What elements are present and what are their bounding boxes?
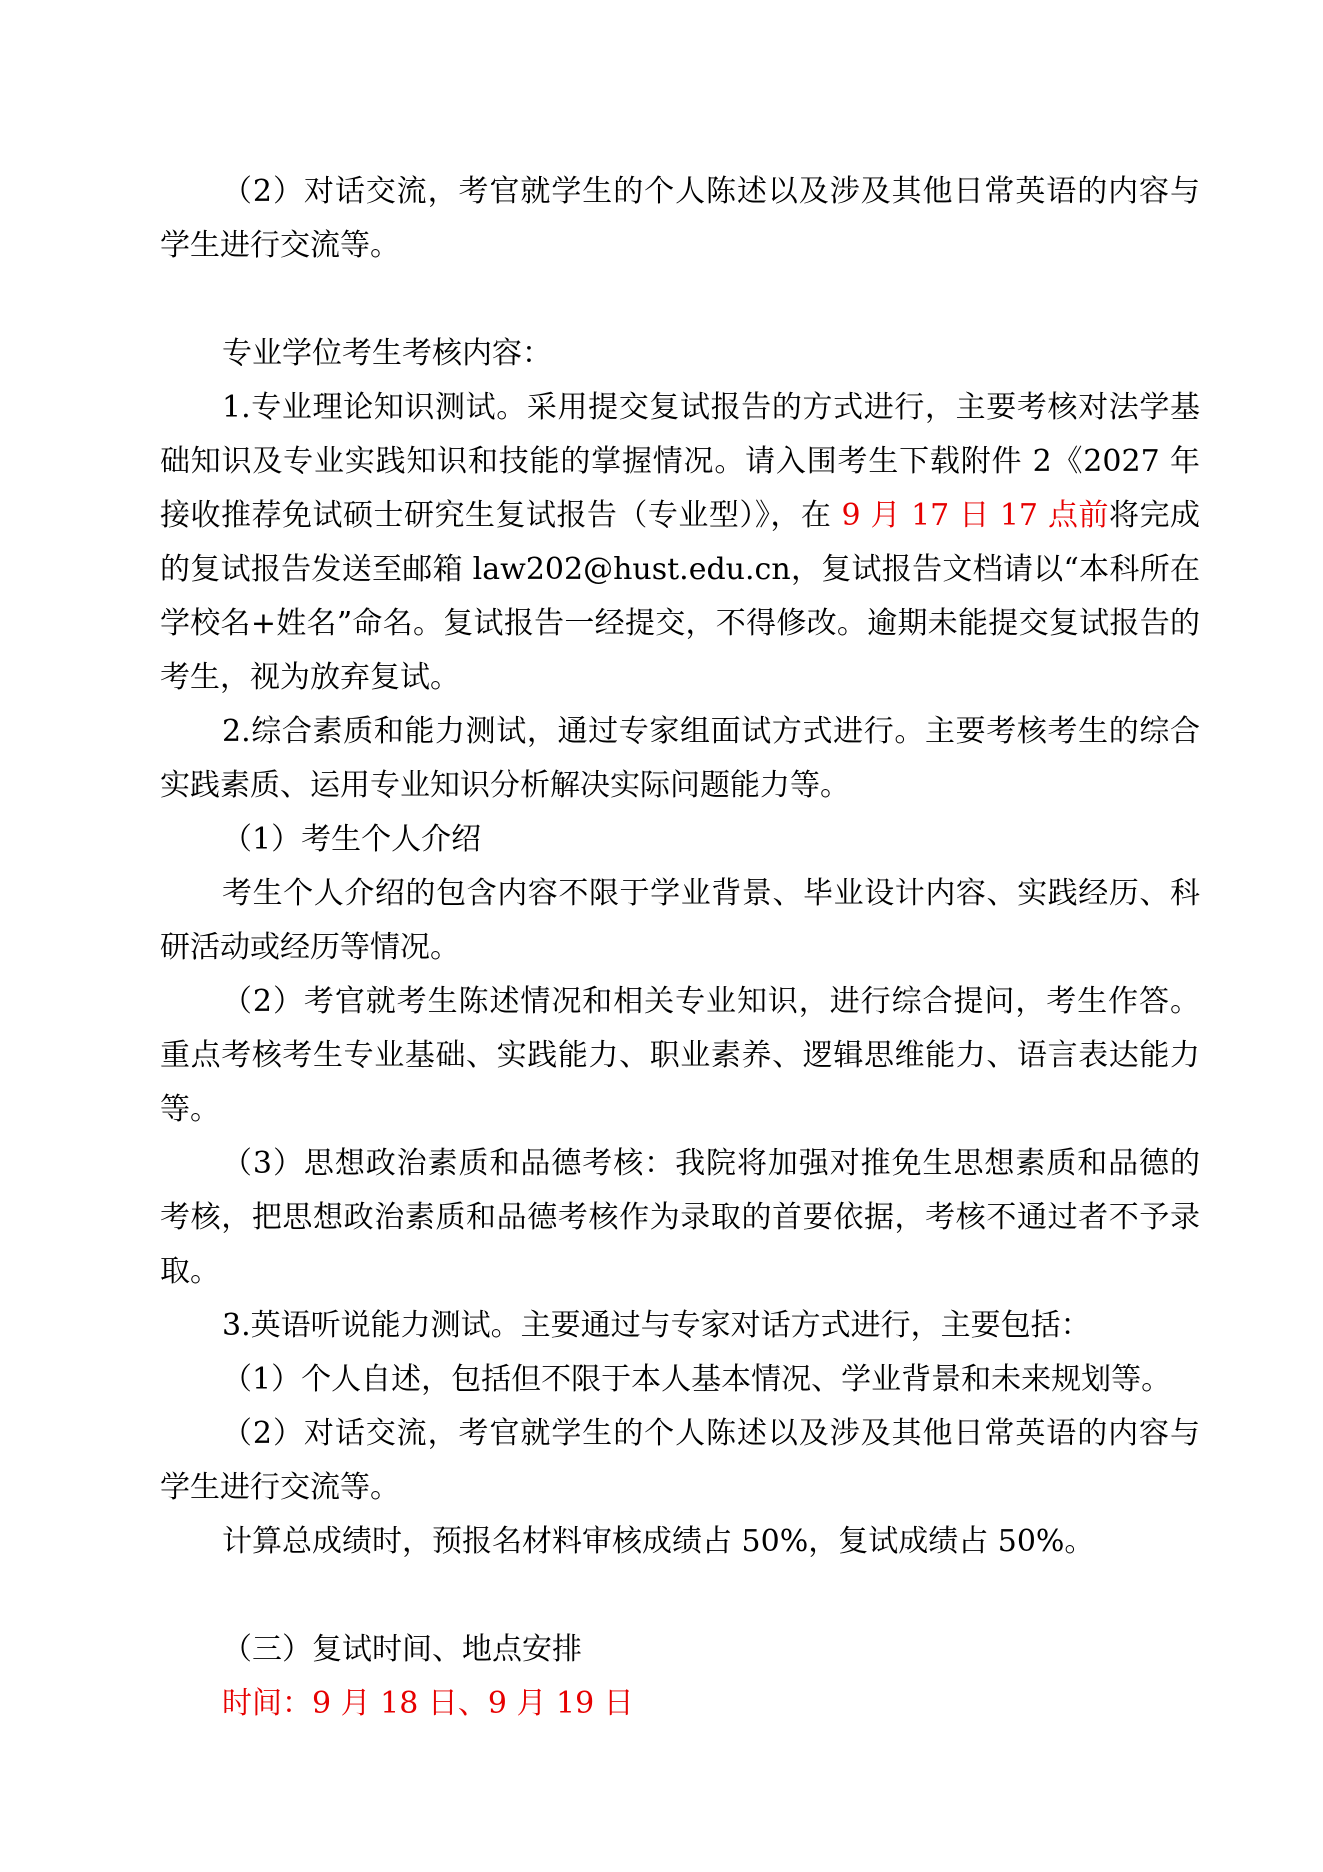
paragraph-examiner-questions: （2）考官就考生陈述情况和相关专业知识，进行综合提问，考生作答。重点考核考生专业基础、实践能力、职业素养、逻辑思维能力、语言表达能力等。 bbox=[160, 984, 1200, 1127]
paragraph-english-dialogue: （2）对话交流，考官就学生的个人陈述以及涉及其他日常英语的内容与学生进行交流等。 bbox=[160, 174, 1200, 263]
paragraph-english-test: 3.英语听说能力测试。主要通过与专家对话方式进行，主要包括： bbox=[222, 1308, 1091, 1343]
report-instructions-text: 1.专业理论知识测试。采用提交复试报告的方式进行，主要考核对法学基础知识及专业实践知识和技能的掌握情况。请入围考生下载附件 2《2027 年接收推荐免试硕士研究生复试报告（专业型）》，在 bbox=[160, 390, 1200, 533]
paragraph-self-statement: （1）个人自述，包括但不限于本人基本情况、学业背景和未来规划等。 bbox=[222, 1362, 1172, 1397]
report-submission-text: 将完成的复试报告发送至邮箱 law202@hust.edu.cn，复试报告文档请以“本科所在学校名+姓名”命名。复试报告一经提交，不得修改。逾期未能提交复试报告的考生，视为放弃复试。 bbox=[160, 498, 1201, 695]
document-body bbox=[160, 165, 1200, 1731]
paragraph-personal-introduction-heading: （1）考生个人介绍 bbox=[222, 822, 482, 857]
paragraph-gap bbox=[160, 1569, 1200, 1623]
paragraph-score-calculation: 计算总成绩时，预报名材料审核成绩占 50%，复试成绩占 50%。 bbox=[222, 1524, 1095, 1559]
paragraph-comprehensive-ability-test: 2.综合素质和能力测试，通过专家组面试方式进行。主要考核考生的综合实践素质、运用专业知识分析解决实际问题能力等。 bbox=[160, 714, 1200, 803]
section-heading-professional-degree: 专业学位考生考核内容： bbox=[222, 336, 552, 371]
section-heading-time-location: （三）复试时间、地点安排 bbox=[222, 1632, 582, 1667]
paragraph-political-moral-assessment: （3）思想政治素质和品德考核：我院将加强对推免生思想素质和品德的考核，把思想政治素质和品德考核作为录取的首要依据，考核不通过者不予录取。 bbox=[160, 1146, 1200, 1289]
paragraph-english-dialogue-2: （2）对话交流，考官就学生的个人陈述以及涉及其他日常英语的内容与学生进行交流等。 bbox=[160, 1416, 1200, 1505]
interview-dates: 时间：9 月 18 日、9 月 19 日 bbox=[222, 1686, 634, 1721]
paragraph-personal-introduction: 考生个人介绍的包含内容不限于学业背景、毕业设计内容、实践经历、科研活动或经历等情况。 bbox=[160, 876, 1200, 965]
report-deadline: 9 月 17 日 17 点前 bbox=[831, 498, 1110, 533]
paragraph-gap bbox=[160, 273, 1200, 327]
paragraph-professional-theory-test bbox=[160, 381, 1200, 705]
